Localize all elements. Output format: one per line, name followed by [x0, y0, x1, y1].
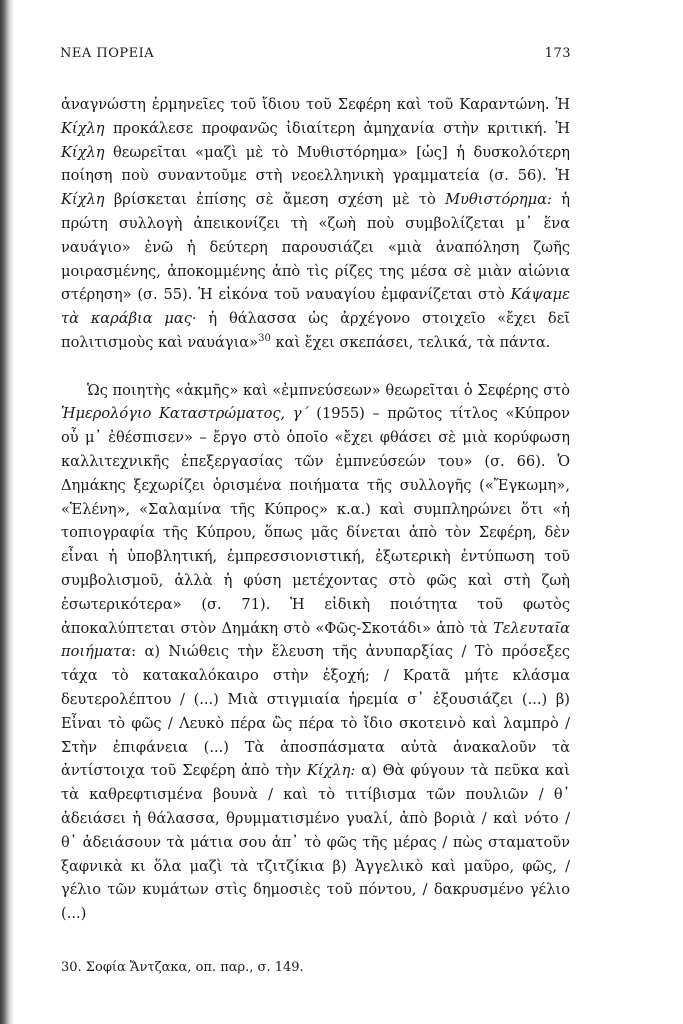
italic-title: Κίχλη	[61, 143, 105, 161]
text-run: : α) Νιώθεις τὴν ἔλευση τῆς ἀνυπαρξίας / Τὸ πρόσεξες τάχα τὸ κατακαλόκαιρο στὴν ἐξοχή; / Κρατᾶ μήτε κλάσμα δευτερολέπτου / (...) Μιὰ στιγμιαία ἠρεμία σ᾽ ἐξουσιάζει (...) β) Εἶναι τὸ φῶς / Λευκὸ πέρα ὣς πέρα τὸ ἴδιο σκοτεινὸ καὶ λαμπρὸ / Στὴν ἐπιφάνεια (...) Τὰ ἀποσπάσματα αὐτὰ ἀνακαλοῦν τὰ ἀντίστοιχα τοῦ Σεφέρη ἀπὸ τὴν	[61, 643, 570, 780]
italic-title: Κάψαμε τὰ καράβια μας·	[61, 286, 570, 328]
text-run: καὶ ἔχει σκεπάσει, τελικά, τὰ πάντα.	[270, 333, 551, 351]
italic-title: Τελευταῖα ποιήματα	[61, 619, 570, 661]
paragraph	[61, 93, 570, 355]
running-title: ΝΕΑ ΠΟΡΕΙΑ	[60, 46, 155, 61]
text-run: βρίσκεται ἐπίσης σὲ ἄμεση σχέση μὲ τὸ	[104, 191, 446, 209]
italic-title: Ἡμερολόγιο Καταστρώματος, γ´	[61, 405, 309, 423]
page-number: 173	[544, 46, 571, 61]
text-run: ἡ πρώτη συλλογὴ ἀπεικονίζει τὴ «ζωὴ ποὺ συμβολίζεται μ᾽ ἕνα ναυάγιο» ἐνῶ ἡ δεύτερη παρουσιάζει «μιὰ ἀναπόληση ζωῆς μοιρασμένης, ἀποκομμένης ἀπὸ τὶς ρίζες της μέσα σὲ μιὰν αἰώνια στέρηση» (σ. 55). Ἡ εἰκόνα τοῦ ναυαγίου ἐμφανίζεται στὸ	[61, 191, 570, 304]
text-run: προκάλεσε προφανῶς ἰδιαίτερη ἀμηχανία στὴν κριτική. Ἡ	[104, 119, 570, 137]
text-run: ἡ θάλασσα ὡς ἀρχέγονο στοιχεῖο «ἔχει δεῖ πολιτισμοὺς καὶ ναυάγια»	[61, 310, 570, 351]
italic-title: Κίχλη:	[306, 762, 356, 780]
footnote: 30. Σοφία Ἄντζακα, οπ. παρ., σ. 149.	[61, 960, 304, 975]
text-run: ἀναγνώστη ἑρμηνεῖες τοῦ ἴδιου τοῦ Σεφέρη καὶ τοῦ Καραντώνη. Ἡ	[61, 96, 570, 113]
text-run: α) Θὰ φύγουν τὰ πεῦκα καὶ τὰ καθρεφτισμένα βουνὰ / καὶ τὸ τιτίβισμα τῶν πουλιῶν / θ᾽ ἀδειάσει ἡ θάλασσα, θρυμματισμένο γυαλί, ἀπὸ βοριὰ / καὶ νότο / θ᾽ ἀδειάσουν τὰ μάτια σου ἀπ᾽ τὸ φῶς τῆς μέρας / πὼς σταματοῦν ξαφνικὰ κι ὅλα μαζὶ τὰ τζιτζίκια β) Ἀγγελικὸ καὶ μαῦρο, φῶς, / γέλιο τῶν κυμάτων στὶς δημοσιὲς τοῦ πόντου, / δακρυσμένο γέλιο (...)	[61, 762, 571, 923]
italic-title: Κίχλη	[61, 191, 105, 209]
italic-title: Κίχλη	[61, 119, 105, 137]
body-text	[61, 93, 570, 926]
page-binding-shadow	[0, 0, 14, 1024]
text-run: θεωρεῖται «μαζὶ μὲ τὸ Μυθιστόρημα» [ὡς] ἡ δυσκολότερη ποίηση ποὺ συναντοῦμε στὴ νεοελληνικὴ γραμματεία (σ. 56). Ἡ	[61, 143, 570, 185]
text-run: (1955) – πρῶτος τίτλος «Κύπρον οὗ μ᾽ ἐθέσπισεν» – ἔργο στὸ ὁποῖο «ἔχει φθάσει σὲ μιὰ κορύφωση καλλιτεχνικῆς ἐπεξεργασίας τῶν ἐμπνεύσεών του» (σ. 66). Ὁ Δημάκης ξεχωρίζει ὁρισμένα ποιήματα τῆς συλλογῆς («Ἔγκωμη», «Ἑλένη», «Σαλαμίνα τῆς Κύπρος» κ.α.) καὶ συμπληρώνει ὅτι «ἡ τοπιογραφία τῆς Κύπρου, ὅπως μᾶς δίνεται ἀπὸ τὸν Σεφέρη, δὲν εἶναι ἡ ὑποβλητική, ἐμπρεσσιονιστική, ἐξωτερικὴ ἐντύπωση τοῦ συμβολισμοῦ, ἀλλὰ ἡ φύση μετέχοντας στὸ φῶς καὶ στὴ ζωὴ ἐσωτερικότερα» (σ. 71). Ἡ εἰδικὴ ποιότητα τοῦ φωτὸς ἀποκαλύπτεται στὸν Δημάκη στὸ «Φῶς-Σκοτάδι» ἀπὸ τὰ	[61, 405, 571, 637]
italic-title: Μυθιστόρημα:	[445, 191, 552, 209]
paragraph	[61, 379, 570, 926]
page-header	[60, 46, 571, 61]
footnote-marker: 30	[258, 333, 271, 345]
text-run: Ὡς ποιητὴς «ἀκμῆς» καὶ «ἐμπνεύσεων» θεωρεῖται ὁ Σεφέρης στὸ	[87, 381, 570, 399]
